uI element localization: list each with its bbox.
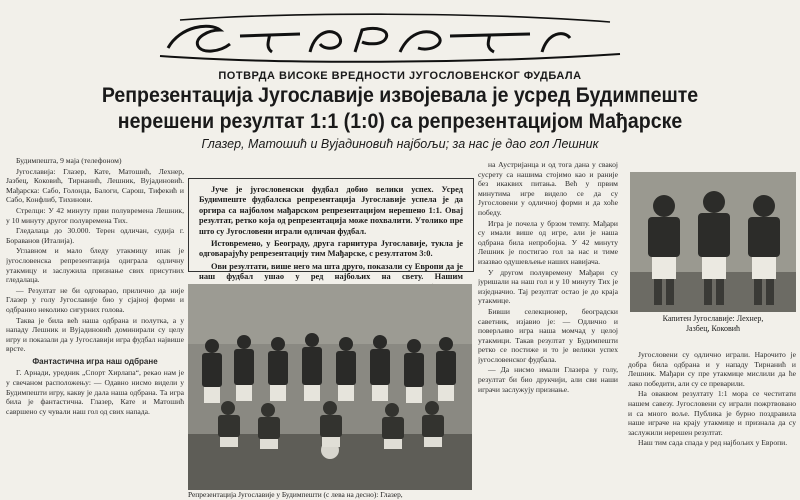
caption-line-2: Јазбец, Коковић [685,324,741,333]
lead-paragraph: Јуче је југословенски фудбал добио велики успех. Усред Будимпеште фудбалска репрезентација Југославије успела је да оргира са најболом мађарском репрезентацијом нерешено 1:1. Овај резултат, ретко која од репрезентација може похвалити. Утолико пре што су Југословени играли одличан фудбал. [199,185,463,236]
mid-paragraph: Игра је почела у брзом темпу. Мађари су имали више од игре, али је наша одбрана била непробојна. У 42 минуту Лешник је постигао гол за нас и тиме изазвао одушевљење наших навијача. [478,218,618,266]
players-photo-image [630,172,796,312]
left-paragraph: Гледалаца до 30.000. Терен одличан, судија г. Бораванов (Италија). [6,226,184,245]
lead-paragraph: Истовремено, у Београду, друга гарнитура Југославије, тукла је одговарајућу репрезентацију тим Мађарске, с резултатом 3:0. [199,239,463,259]
left-paragraph: Југославија: Глазер, Кате, Матошић, Лехнер, Јазбец, Коковић, Тирнанић, Лешник, Вујадиновић. Мађарска: Сабо, Голонда, Балоги, Сарош, Тифекић и Сабо, Конфлиб, Тихинови. [6,166,184,205]
masthead-script-mark [150,8,630,68]
caption-line-1: Капитен Југославије: Лехнер, [662,314,764,323]
right-paragraph: Наш тим сада спада у ред најбољих у Европи. [638,438,788,448]
team-photo-caption: Репрезентација Југославије у Будимпешти (с лева на десно): Глазер, [188,490,403,499]
left-paragraph: Таква је била већ наша одбрана и полутка, а у нападу Лешник и Вујадиновић доминирали су целу игру и показали да у Југославији игра фудбал највише врсте. [6,315,184,354]
right-paragraph: На оваквом резултату 1:1 мора се честитати нашем савезу. Југословени су играли пожртвовано и са много воље. Публика је бурно поздравила наше играче на крају утакмице и признала да су заслужили нерешен резултат. [628,389,796,437]
middle-article-column [478,160,618,500]
mid-paragraph: Бивши селекционер, београдски саветник, изјавио је: — Одлично и поверљиво игра наша момчад у целој утакмици. Такав резултат у Будимпешти ретко се постиже и то је велики успех југословенског фудбала. [478,306,618,364]
left-paragraph: Стрелци: У 42 минуту први полувремена Лешник, у 10 минуту другог полувремена Тих. [6,205,184,225]
mid-paragraph: У другом полувремену Мађари су јуришали на наш гол и у 10 минуту Тих је изједначио. Тај резултат остао је до краја утакмице. [478,267,618,306]
headline-line-2: нерешени резултат 1:1 (1:0) са репрезентацијом Мађарске [117,110,683,133]
left-article-column [6,156,184,500]
team-photo-image [188,284,472,490]
left-paragraph: Углавном и мало бледу утакмицу ипак је југословенска репрезентација одиграла одличну утакмицу и заслужила признање свих присутних гледалаца. [6,246,184,285]
left-paragraph: — Резултат не би одговарао, прилично да није Глазер у голу Југославије био у сјајној форми и одбранио неколико сигурних голова. [6,285,184,314]
players-photo-caption [630,314,796,334]
right-paragraph: Југословени су одлично играли. Нарочито је добра била одбрана и у нападу Тирнанић и Лешник. Мађари су пре утакмице мислили да ће лако победити, али су се преварили. [628,350,796,388]
team-photo [188,284,472,490]
left-paragraph: Г. Арнади, уредник „Спорт Хирлапа“, рекао нам је у свечаном расположењу: — Одавно нисмо видели у Будимпешти игру, какву је дала наша одбрана. Та игра била је фантастична. Глазер, Кате и Матошић савршено су чували наш гол од свих напада. [6,368,184,416]
main-headline [84,83,716,135]
right-article-column [628,350,796,500]
mid-paragraph: на Аустријанца и од тога дана у свакој сусрету са нашима стојимо као и раније без икаквих питања. Већ у првим минутима игре видело се да су Југословени у одличној форми и да хоће победу. [478,160,618,217]
subheadline: Глазер, Матошић и Вујадиновић најбољи; за нас је дао гол Лешник [201,137,599,151]
section-heading: Фантастична игра наш одбране [32,356,158,366]
dateline: Будимпешта, 9 маја (телефоном) [16,156,122,165]
kicker-line: ПОТВРДА ВИСОКЕ ВРЕДНОСТИ ЈУГОСЛОВЕНСКОГ ФУДБАЛА [218,70,582,82]
mid-paragraph: — Да нисмо имали Глазера у голу, резултат би био друкчији, али сви наши играчи заслужују признање. [478,365,618,394]
headline-line-1: Репрезентација Југославије извојевала је усред Будимпеште [101,84,699,107]
masthead-logo [150,8,630,68]
lead-paragraph: Ови резултати, више него ма шта друго, показали су Европи да је наш фудбал ушао у ред најбољих на свету. Нашим [199,261,463,282]
players-photo [630,172,796,312]
lead-box [188,178,474,282]
